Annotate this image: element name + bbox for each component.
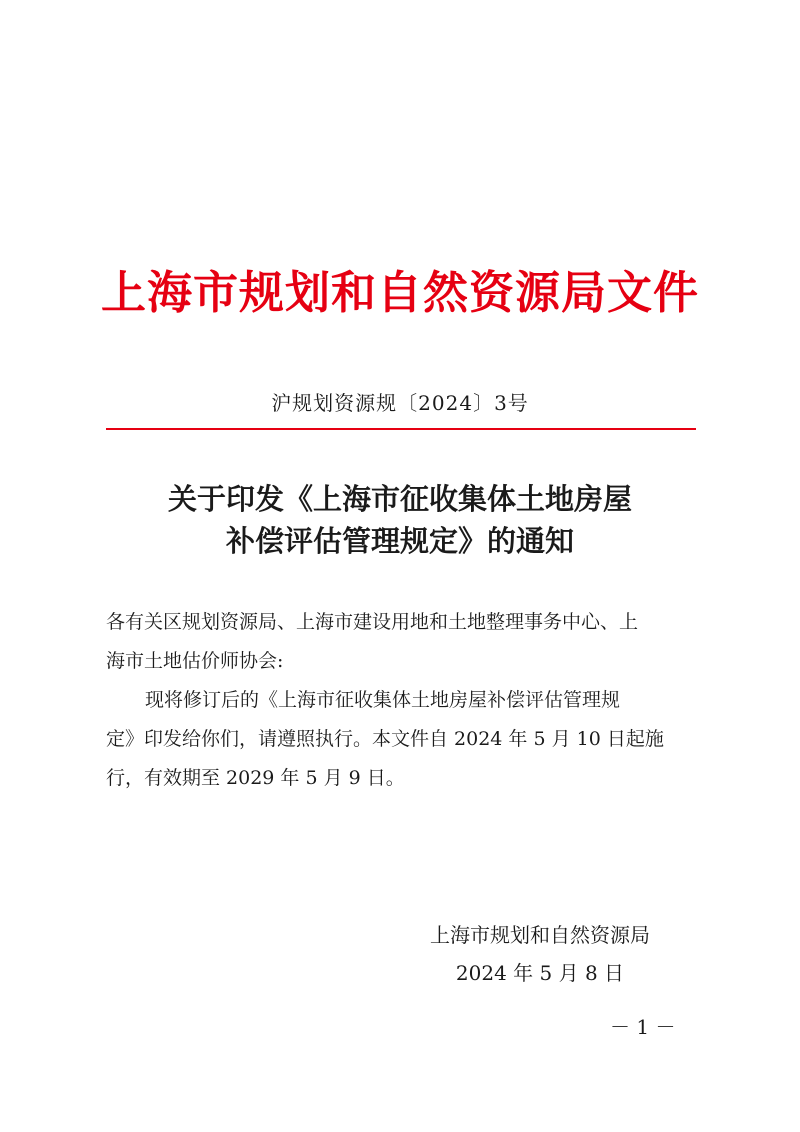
body-paragraph-line-1: 现将修订后的《上海市征收集体土地房屋补偿评估管理规 — [145, 689, 621, 711]
notice-title — [0, 478, 800, 562]
signature-block — [430, 916, 650, 992]
addressee-line-2: 海市土地估价师协会: — [106, 650, 284, 672]
red-divider-line — [106, 428, 696, 430]
page-number: － 1 － — [610, 1015, 676, 1039]
notice-title-line-1: 关于印发《上海市征收集体土地房屋 — [167, 482, 632, 516]
body-paragraph-line-3: 行，有效期至 2029 年 5 月 9 日。 — [106, 767, 405, 789]
signature-organization: 上海市规划和自然资源局 — [430, 923, 650, 947]
document-number: 沪规划资源规〔2024〕3号 — [271, 391, 529, 415]
addressee-line-1: 各有关区规划资源局、上海市建设用地和土地整理事务中心、上 — [106, 611, 639, 633]
body-paragraph-line-2: 定》印发给你们，请遵照执行。本文件自 2024 年 5 月 10 日起施 — [106, 728, 664, 750]
notice-body — [106, 603, 696, 798]
issuer-title: 上海市规划和自然资源局文件 — [100, 266, 699, 319]
signature-date: 2024 年 5 月 8 日 — [455, 961, 625, 985]
notice-title-line-2: 补偿评估管理规定》的通知 — [225, 524, 574, 558]
